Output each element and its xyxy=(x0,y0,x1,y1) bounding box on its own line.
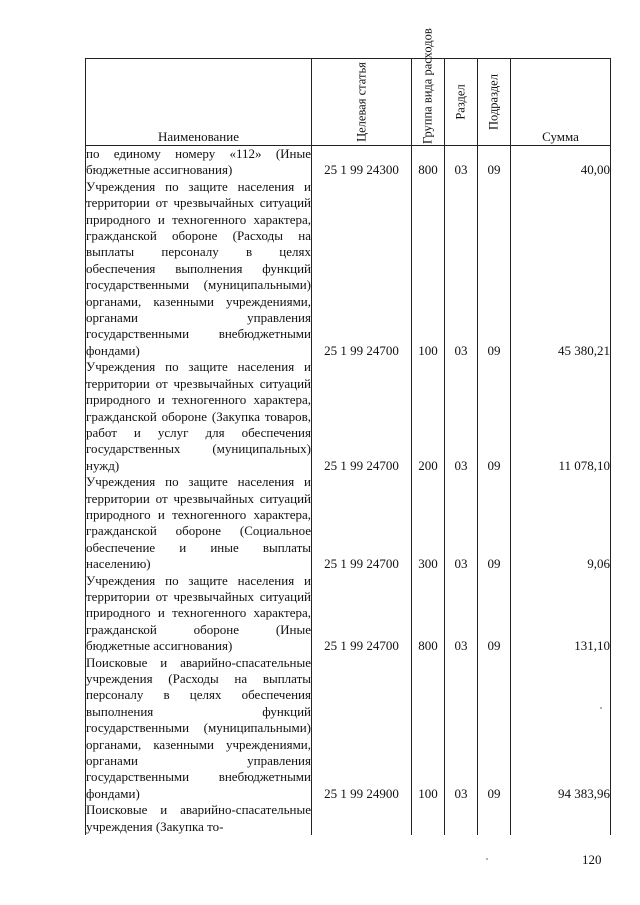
row-target: 25 1 99 24900 xyxy=(312,655,412,803)
row-subsection: 09 xyxy=(478,474,511,572)
table-row xyxy=(86,802,611,835)
row-subsection xyxy=(478,802,511,835)
scan-speck xyxy=(600,707,602,709)
table-row xyxy=(86,146,611,179)
row-subsection: 09 xyxy=(478,359,511,474)
row-group: 100 xyxy=(412,179,445,359)
table-header-row xyxy=(86,59,611,146)
header-name: Наименование xyxy=(86,59,312,146)
page-number: 120 xyxy=(582,852,602,867)
header-expense-group xyxy=(412,28,445,146)
table-row xyxy=(86,573,611,655)
header-subsection-label: Подраздел xyxy=(486,74,501,130)
row-sum: 94 383,96 xyxy=(511,655,611,803)
row-group: 300 xyxy=(412,474,445,572)
row-target: 25 1 99 24700 xyxy=(312,179,412,359)
row-section: 03 xyxy=(445,655,478,803)
header-target-article xyxy=(312,59,412,146)
header-section xyxy=(445,59,478,146)
row-sum: 131,10 xyxy=(511,573,611,655)
row-section: 03 xyxy=(445,146,478,179)
row-sum: 40,00 xyxy=(511,146,611,179)
header-sum: Сумма xyxy=(511,59,611,146)
header-subsection xyxy=(478,59,511,146)
row-group xyxy=(412,802,445,835)
row-subsection: 09 xyxy=(478,179,511,359)
row-target: 25 1 99 24700 xyxy=(312,359,412,474)
budget-table xyxy=(85,28,611,835)
header-section-label: Раздел xyxy=(453,84,468,120)
row-sum: 45 380,21 xyxy=(511,179,611,359)
row-subsection: 09 xyxy=(478,146,511,179)
row-subsection: 09 xyxy=(478,655,511,803)
header-target-article-label: Целевая статья xyxy=(354,62,368,142)
table-row xyxy=(86,474,611,572)
row-section xyxy=(445,802,478,835)
row-target xyxy=(312,802,412,835)
row-section: 03 xyxy=(445,573,478,655)
table-row xyxy=(86,359,611,474)
row-target: 25 1 99 24700 xyxy=(312,573,412,655)
row-name: Поисковые и аварийно-спасательные учреждения (Закупка то- xyxy=(86,802,311,834)
scan-speck xyxy=(486,858,488,860)
row-name: Учреждения по защите населения и территории от чрезвычайных ситуаций природного и техногенного характера, гражданской обороне (Социальное обеспечение и иные выплаты населению) xyxy=(86,474,311,572)
row-subsection: 09 xyxy=(478,573,511,655)
row-sum xyxy=(511,802,611,835)
row-sum: 9,06 xyxy=(511,474,611,572)
row-target: 25 1 99 24300 xyxy=(312,146,412,179)
row-section: 03 xyxy=(445,359,478,474)
row-name: Учреждения по защите населения и территории от чрезвычайных ситуаций природного и техногенного характера, гражданской обороне (Расходы на выплаты персоналу в целях обеспечения выполнения функций государственными (муниципальными) органами, казенными учреждениями, органами управления государственными внебюджетными фондами) xyxy=(86,178,311,358)
header-expense-group-label: Группа вида расходов xyxy=(420,28,435,144)
row-section: 03 xyxy=(445,179,478,359)
row-group: 800 xyxy=(412,573,445,655)
row-group: 200 xyxy=(412,359,445,474)
row-group: 800 xyxy=(412,146,445,179)
row-sum: 11 078,10 xyxy=(511,359,611,474)
table-row xyxy=(86,179,611,359)
table-row xyxy=(86,655,611,803)
row-name: Учреждения по защите населения и территории от чрезвычайных ситуаций природного и техногенного характера, гражданской обороне (Закупка товаров, работ и услуг для обеспечения государственных (муниципальных) нужд) xyxy=(86,359,311,473)
row-target: 25 1 99 24700 xyxy=(312,474,412,572)
row-section: 03 xyxy=(445,474,478,572)
row-name: Учреждения по защите населения и территории от чрезвычайных ситуаций природного и техногенного характера, гражданской обороне (Иные бюджетные ассигнования) xyxy=(86,572,311,654)
row-name: по единому номеру «112» (Иные бюджетные ассигнования) xyxy=(86,146,311,178)
row-group: 100 xyxy=(412,655,445,803)
row-name: Поисковые и аварийно-спасательные учреждения (Расходы на выплаты персоналу в целях обеспечения выполнения функций государственными (муниципальными) органами, казенными учреждениями, органами управления государственными внебюджетными фондами) xyxy=(86,654,311,801)
